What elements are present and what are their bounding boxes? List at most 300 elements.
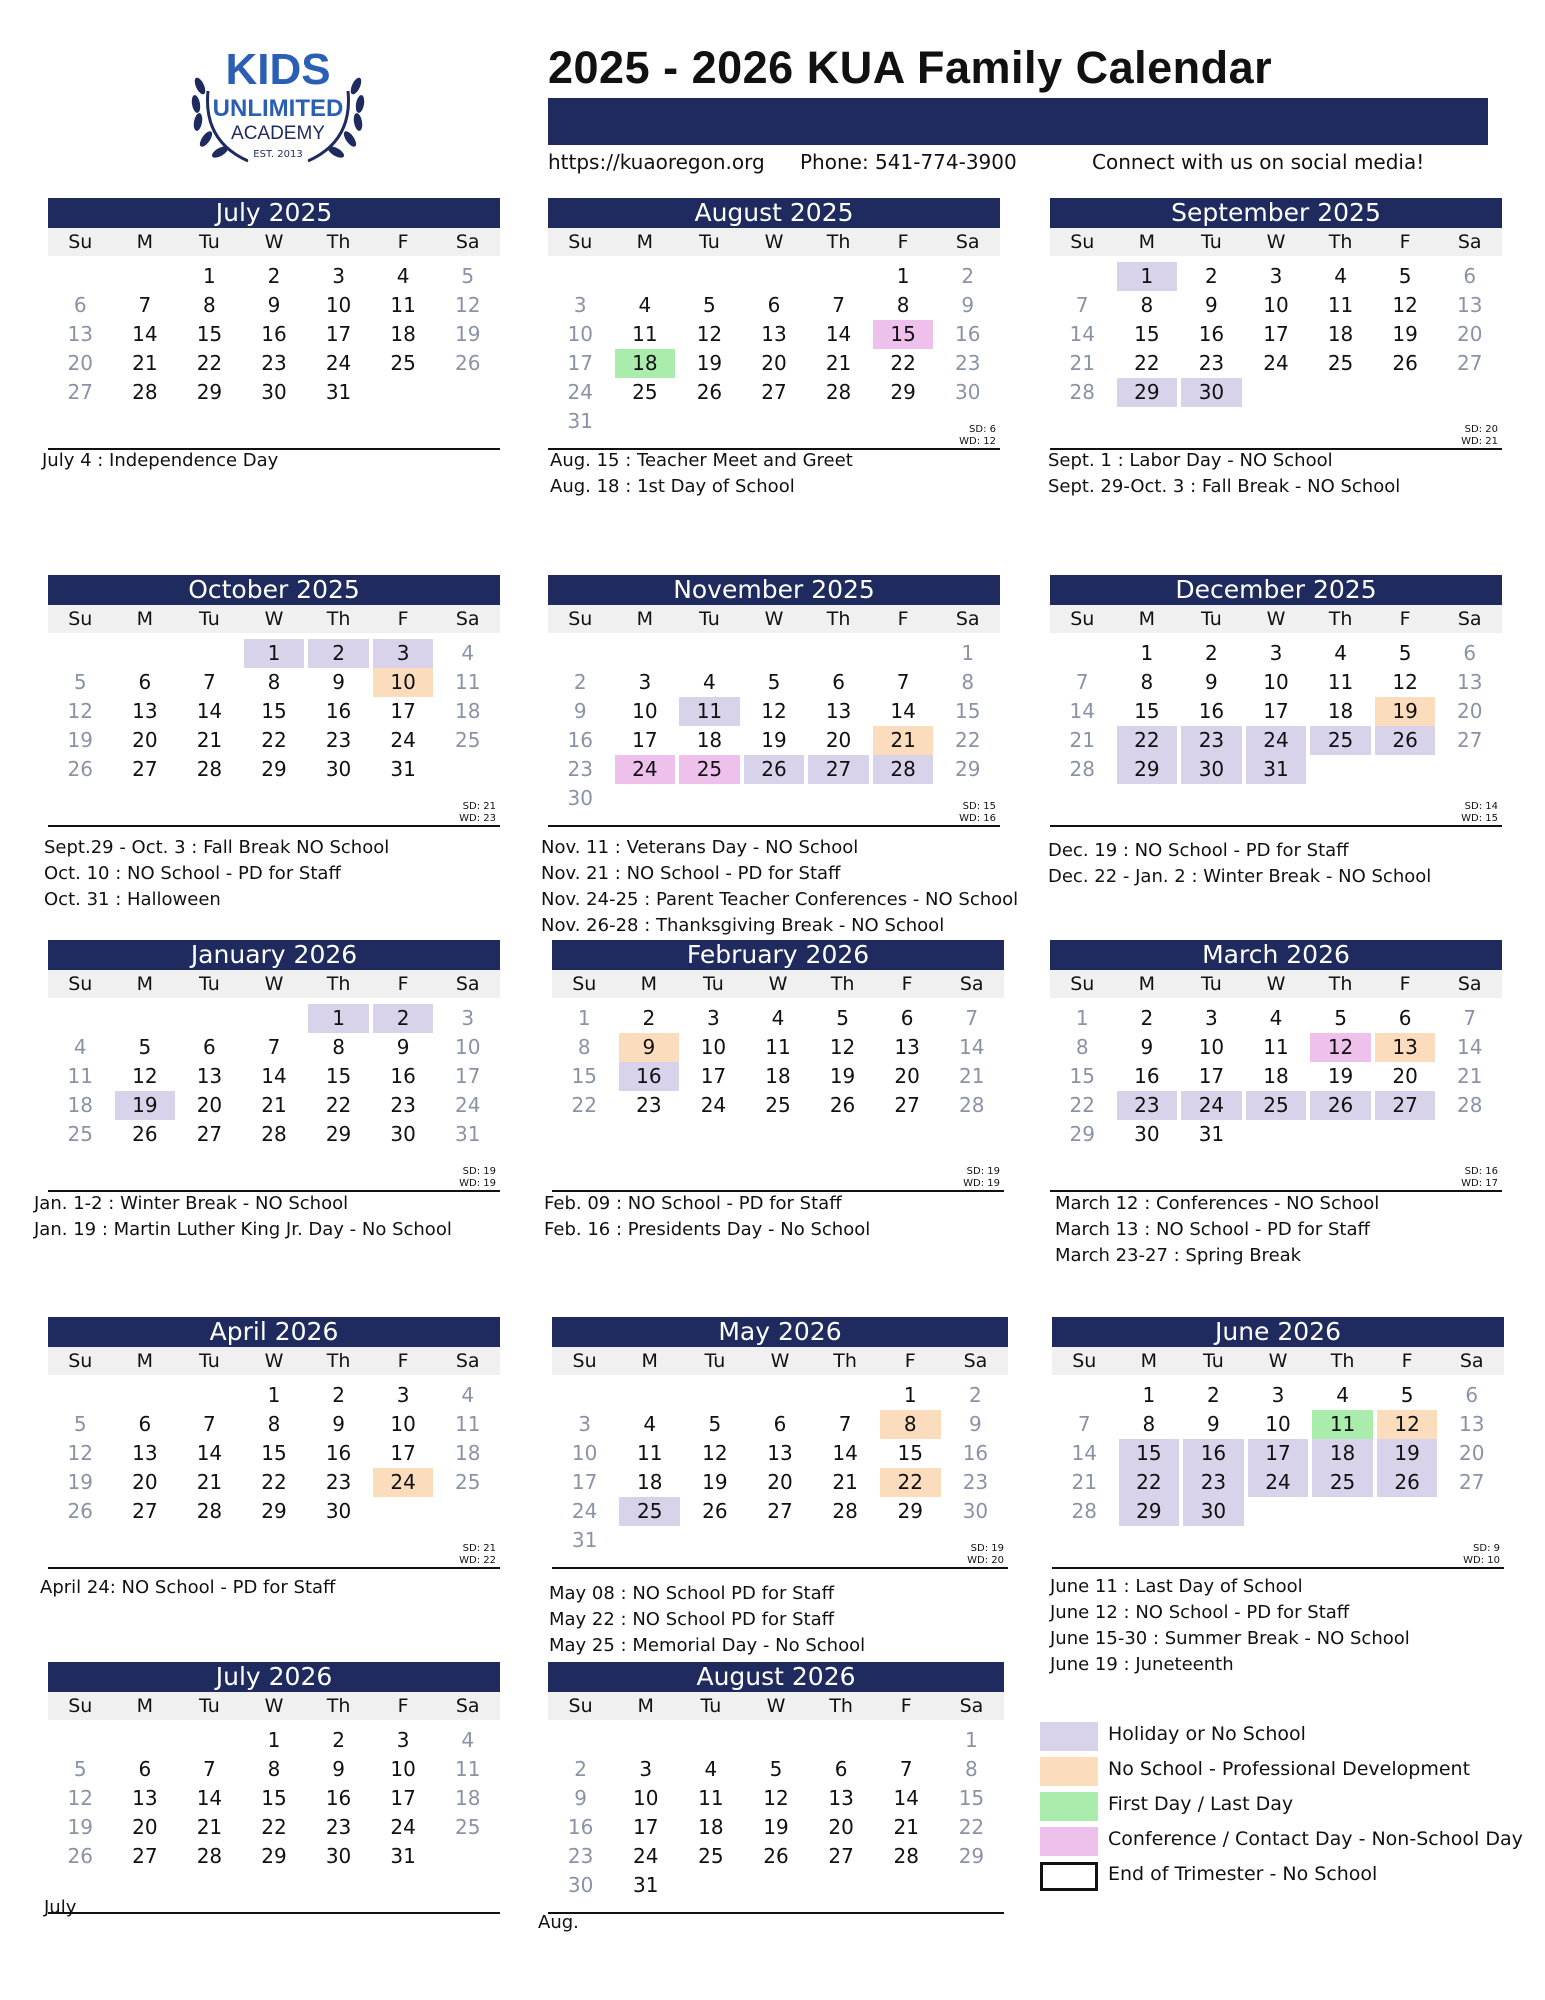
calendar-day: 9 [396, 1035, 410, 1059]
calendar-day: 6 [900, 1006, 914, 1030]
calendar-day: 12 [67, 1441, 93, 1465]
empty-cell [113, 1381, 178, 1410]
calendar-day: 18 [454, 699, 481, 723]
calendar-day: 31 [632, 1873, 659, 1897]
calendar-day: 5 [73, 1757, 87, 1781]
calendar-day: 1 [896, 264, 910, 288]
weekday-label: F [1399, 608, 1411, 630]
calendar-day: 19 [67, 1470, 93, 1494]
calendar-day: 17 [567, 351, 593, 375]
calendar-day: 9 [1205, 293, 1218, 317]
weekday-label: W [264, 608, 284, 630]
event-note: May 22 : NO School PD for Staff [549, 1609, 835, 1630]
weekday-label: M [136, 1350, 154, 1372]
day-counts [959, 424, 996, 448]
empty-cell [552, 1381, 617, 1410]
calendar-day: 18 [615, 349, 676, 378]
day-grid [48, 639, 500, 784]
month-body [548, 262, 1000, 448]
month-divider [552, 1567, 1008, 1569]
calendar-day: 7 [1463, 1006, 1477, 1030]
weekday-label: Sa [455, 608, 480, 630]
work-days-count: WD: 19 [963, 1178, 1000, 1189]
calendar-day: 24 [1181, 1091, 1242, 1120]
calendar-day: 22 [261, 728, 287, 752]
calendar-day: 8 [267, 1757, 281, 1781]
weekday-label: Su [68, 608, 93, 630]
calendar-day: 6 [203, 1035, 216, 1059]
calendar-day: 28 [196, 1499, 223, 1523]
calendar-day: 16 [325, 1786, 352, 1810]
calendar-day: 2 [1205, 264, 1218, 288]
month-title: July 2025 [48, 198, 500, 228]
page-title: 2025 - 2026 KUA Family Calendar [548, 42, 1273, 93]
calendar-day: 12 [1377, 1410, 1438, 1439]
weekday-label: F [901, 973, 913, 995]
calendar-day: 14 [1071, 1441, 1097, 1465]
empty-cell [548, 262, 613, 291]
calendar-day: 23 [1117, 1091, 1178, 1120]
calendar-day: 16 [1183, 1439, 1244, 1468]
weekday-label: Sa [959, 1695, 984, 1717]
event-note: Jan. 1-2 : Winter Break - NO School [34, 1193, 349, 1214]
calendar-day: 2 [961, 264, 975, 288]
event-note: March 13 : NO School - PD for Staff [1055, 1219, 1370, 1240]
calendar-day: 1 [1140, 641, 1154, 665]
calendar-day: 22 [571, 1093, 597, 1117]
empty-cell [1052, 1381, 1117, 1410]
school-days-count: SD: 19 [966, 1166, 1000, 1177]
calendar-day: 16 [619, 1062, 680, 1091]
calendar-day: 10 [373, 668, 434, 697]
calendar-day: 4 [1334, 264, 1347, 288]
calendar-day: 18 [67, 1093, 93, 1117]
weekday-label: F [1401, 1350, 1413, 1372]
month-notes [550, 448, 853, 500]
month-body [1050, 262, 1502, 448]
weekday-label: F [397, 608, 409, 630]
calendar-day: 4 [461, 1728, 475, 1752]
calendar-day: 21 [261, 1093, 287, 1117]
calendar-day: 10 [700, 1035, 727, 1059]
weekday-label: Th [326, 973, 351, 995]
calendar-day: 4 [461, 1383, 475, 1407]
calendar-day: 27 [1458, 1470, 1485, 1494]
month-title: May 2026 [552, 1317, 1008, 1347]
calendar-day: 31 [390, 757, 416, 781]
event-note: June 11 : Last Day of School [1050, 1576, 1303, 1597]
weekday-label: M [637, 1695, 654, 1717]
month-title: April 2026 [48, 1317, 500, 1347]
weekday-label: Su [1070, 973, 1095, 995]
calendar-day: 10 [632, 699, 658, 723]
weekday-header-row [552, 1347, 1008, 1375]
calendar-day: 8 [1140, 670, 1154, 694]
empty-cell [242, 1004, 307, 1033]
weekday-label: Th [1330, 1350, 1355, 1372]
calendar-day: 19 [115, 1091, 176, 1120]
month-block [48, 1662, 500, 1914]
weekday-label: M [636, 608, 654, 630]
empty-cell [678, 1726, 743, 1755]
work-days-count: WD: 12 [959, 436, 996, 447]
calendar-day: 26 [696, 380, 723, 404]
weekday-label: Th [326, 608, 351, 630]
calendar-day: 6 [834, 1757, 848, 1781]
calendar-day: 24 [700, 1093, 727, 1117]
calendar-day: 8 [332, 1035, 345, 1059]
day-counts [1463, 1543, 1500, 1567]
month-block [48, 940, 500, 1192]
day-grid [552, 1381, 1008, 1555]
work-days-count: WD: 15 [1461, 813, 1498, 824]
empty-cell [677, 262, 742, 291]
calendar-day: 31 [390, 1844, 416, 1868]
title-bar [548, 98, 1488, 145]
weekday-label: Th [326, 1350, 351, 1372]
calendar-day: 28 [958, 1093, 985, 1117]
calendar-day: 2 [1207, 1383, 1220, 1407]
day-counts [959, 801, 996, 825]
month-notes [549, 1581, 865, 1659]
event-note: Aug. 18 : 1st Day of School [550, 476, 795, 497]
day-grid [48, 1726, 500, 1871]
calendar-day: 25 [1246, 1091, 1307, 1120]
school-logo [178, 36, 378, 186]
month-notes [34, 1191, 452, 1243]
weekday-label: Sa [1457, 231, 1482, 253]
calendar-day: 12 [1310, 1033, 1371, 1062]
weekday-label: Th [1328, 973, 1353, 995]
calendar-day: 31 [567, 409, 593, 433]
calendar-day: 26 [67, 1499, 93, 1523]
calendar-day: 9 [619, 1033, 680, 1062]
calendar-day: 24 [571, 1499, 598, 1523]
calendar-day: 28 [893, 1844, 919, 1868]
weekday-header-row [1050, 605, 1502, 633]
calendar-day: 15 [897, 1441, 923, 1465]
calendar-day: 9 [332, 1757, 345, 1781]
event-note: Jan. 19 : Martin Luther King Jr. Day - No School [34, 1219, 452, 1240]
calendar-day: 27 [132, 1499, 158, 1523]
calendar-day: 28 [132, 380, 158, 404]
empty-cell [617, 1381, 682, 1410]
calendar-day: 19 [1375, 697, 1436, 726]
calendar-day: 22 [1134, 351, 1160, 375]
calendar-day: 26 [744, 755, 805, 784]
calendar-day: 27 [132, 757, 158, 781]
school-days-count: SD: 21 [462, 801, 496, 812]
calendar-day: 15 [261, 1786, 287, 1810]
calendar-day: 2 [1140, 1006, 1154, 1030]
day-counts [963, 1166, 1000, 1190]
logo-text-unlimited: UNLIMITED [212, 95, 344, 122]
calendar-day: 26 [702, 1499, 728, 1523]
calendar-day: 2 [969, 1383, 982, 1407]
calendar-day: 26 [1392, 351, 1418, 375]
work-days-count: WD: 19 [459, 1178, 496, 1189]
weekday-label: Su [68, 1350, 93, 1372]
calendar-day: 28 [873, 755, 934, 784]
calendar-day: 9 [574, 1786, 587, 1810]
calendar-day: 24 [325, 351, 352, 375]
weekday-label: Tu [699, 231, 720, 253]
calendar-day: 3 [573, 293, 587, 317]
weekday-label: M [1138, 608, 1156, 630]
calendar-day: 23 [567, 757, 593, 781]
weekday-label: Th [1328, 231, 1353, 253]
weekday-label: Sa [455, 1695, 480, 1717]
calendar-day: 8 [961, 670, 975, 694]
calendar-day: 7 [832, 293, 845, 317]
weekday-label: F [397, 1695, 409, 1717]
calendar-day: 1 [267, 1728, 281, 1752]
event-note: Aug. 15 : Teacher Meet and Greet [550, 450, 853, 471]
calendar-day: 19 [702, 1470, 728, 1494]
calendar-day: 26 [454, 351, 481, 375]
calendar-day: 18 [390, 322, 416, 346]
calendar-day: 18 [696, 728, 723, 752]
empty-cell [871, 639, 936, 668]
calendar-day: 29 [954, 757, 981, 781]
calendar-day: 1 [1142, 1383, 1156, 1407]
calendar-day: 6 [1465, 1383, 1479, 1407]
calendar-day: 3 [461, 1006, 475, 1030]
calendar-day: 11 [454, 1757, 481, 1781]
legend-label: Holiday or No School [1108, 1723, 1306, 1745]
month-divider [548, 1912, 1004, 1914]
month-body [548, 639, 1000, 825]
calendar-day: 20 [1456, 322, 1483, 346]
calendar-day: 22 [261, 1470, 287, 1494]
logo-text-est: EST. 2013 [253, 149, 303, 160]
day-counts [459, 1166, 496, 1190]
calendar-day: 18 [454, 1786, 481, 1810]
calendar-day: 30 [1134, 1122, 1160, 1146]
calendar-day: 16 [1198, 322, 1225, 346]
weekday-label: Th [833, 1350, 857, 1372]
calendar-day: 10 [632, 1786, 659, 1810]
calendar-day: 24 [567, 380, 593, 404]
calendar-day: 16 [325, 1441, 352, 1465]
calendar-day: 20 [67, 351, 93, 375]
weekday-label: W [764, 231, 784, 253]
calendar-day: 25 [1327, 351, 1354, 375]
calendar-day: 17 [390, 1441, 416, 1465]
weekday-label: M [1138, 231, 1156, 253]
school-days-count: SD: 20 [1464, 424, 1498, 435]
calendar-day: 6 [138, 670, 152, 694]
calendar-day: 25 [619, 1497, 680, 1526]
month-body [548, 1726, 1004, 1912]
calendar-day: 1 [961, 641, 975, 665]
weekday-label: F [1399, 231, 1411, 253]
month-title: December 2025 [1050, 575, 1502, 605]
calendar-day: 30 [1181, 378, 1242, 407]
weekday-label: Su [568, 231, 593, 253]
weekday-label: Tu [199, 1695, 220, 1717]
weekday-label: Th [826, 608, 851, 630]
calendar-day: 29 [261, 757, 287, 781]
calendar-day: 17 [1263, 322, 1289, 346]
weekday-label: M [640, 973, 658, 995]
calendar-day: 27 [67, 380, 93, 404]
weekday-label: Sa [455, 1350, 480, 1372]
calendar-day: 16 [567, 1815, 594, 1839]
calendar-day: 26 [1310, 1091, 1371, 1120]
calendar-day: 10 [1265, 1412, 1291, 1436]
day-grid [548, 262, 1000, 436]
event-note: Nov. 26-28 : Thanksgiving Break - NO School [541, 915, 945, 936]
weekday-label: F [397, 1350, 409, 1372]
calendar-day: 9 [332, 1412, 345, 1436]
weekday-label: M [641, 1350, 658, 1372]
calendar-day: 22 [1069, 1093, 1095, 1117]
month-block [552, 940, 1004, 1192]
event-note: Sept.29 - Oct. 3 : Fall Break NO School [44, 837, 390, 858]
calendar-day: 4 [704, 1757, 718, 1781]
calendar-day: 5 [769, 1757, 783, 1781]
website-link[interactable]: https://kuaoregon.org [548, 150, 765, 174]
weekday-label: W [770, 1350, 790, 1372]
calendar-day: 25 [765, 1093, 791, 1117]
calendar-day: 9 [969, 1412, 982, 1436]
calendar-day: 19 [761, 728, 787, 752]
calendar-day: 24 [373, 1468, 434, 1497]
weekday-header-row [48, 970, 500, 998]
calendar-day: 1 [577, 1006, 591, 1030]
calendar-day: 10 [1198, 1035, 1225, 1059]
calendar-day: 23 [325, 1470, 352, 1494]
calendar-day: 6 [138, 1757, 152, 1781]
weekday-label: W [1266, 973, 1286, 995]
logo-text-kids: KIDS [225, 45, 331, 94]
calendar-day: 11 [698, 1786, 724, 1810]
calendar-day: 27 [1456, 351, 1483, 375]
calendar-day: 2 [574, 1757, 587, 1781]
empty-cell [806, 262, 871, 291]
month-body [1050, 1004, 1502, 1190]
calendar-day: 30 [261, 380, 287, 404]
calendar-day: 21 [832, 1470, 858, 1494]
weekday-label: W [264, 1350, 284, 1372]
weekday-label: Th [830, 973, 855, 995]
calendar-day: 21 [196, 1815, 223, 1839]
empty-cell [48, 1726, 113, 1755]
event-note: Feb. 09 : NO School - PD for Staff [544, 1193, 842, 1214]
calendar-day: 17 [700, 1064, 727, 1088]
weekday-label: F [1399, 973, 1411, 995]
calendar-day: 23 [261, 351, 287, 375]
calendar-day: 23 [325, 1815, 352, 1839]
calendar-day: 2 [267, 264, 281, 288]
calendar-day: 12 [702, 1441, 728, 1465]
calendar-day: 22 [261, 1815, 287, 1839]
event-note: March 12 : Conferences - NO School [1055, 1193, 1380, 1214]
calendar-day: 30 [567, 1873, 594, 1897]
calendar-day: 4 [638, 293, 652, 317]
calendar-day: 16 [261, 322, 287, 346]
weekday-label: Sa [1457, 608, 1482, 630]
weekday-label: W [768, 973, 788, 995]
calendar-day: 3 [638, 670, 652, 694]
empty-cell [1050, 262, 1115, 291]
calendar-day: 7 [203, 1412, 216, 1436]
calendar-day: 6 [1463, 641, 1477, 665]
day-grid [1050, 262, 1502, 407]
calendar-day: 25 [698, 1844, 724, 1868]
calendar-day: 10 [325, 293, 352, 317]
month-notes [538, 1910, 579, 1936]
calendar-day: 18 [1263, 1064, 1289, 1088]
calendar-day: 29 [325, 1122, 352, 1146]
calendar-day: 3 [373, 639, 434, 668]
calendar-day: 13 [767, 1441, 793, 1465]
weekday-label: Sa [955, 608, 980, 630]
calendar-day: 5 [1398, 264, 1412, 288]
calendar-day: 10 [567, 322, 593, 346]
calendar-day: 11 [390, 293, 416, 317]
month-block [548, 1662, 1004, 1914]
calendar-day: 29 [890, 380, 916, 404]
calendar-day: 24 [390, 1815, 416, 1839]
month-block [1052, 1317, 1504, 1569]
day-counts [459, 1543, 496, 1567]
event-note: May 25 : Memorial Day - No School [549, 1635, 866, 1656]
calendar-day: 25 [454, 728, 481, 752]
calendar-day: 7 [1075, 293, 1089, 317]
calendar-day: 12 [454, 293, 481, 317]
calendar-day: 21 [1456, 1064, 1483, 1088]
weekday-label: Su [1072, 1350, 1097, 1372]
empty-cell [177, 639, 242, 668]
work-days-count: WD: 17 [1461, 1178, 1498, 1189]
weekday-header-row [1052, 1347, 1504, 1375]
weekday-label: Th [326, 231, 351, 253]
calendar-day: 10 [390, 1757, 416, 1781]
weekday-label: Tu [700, 1695, 722, 1717]
calendar-day: 2 [332, 1383, 345, 1407]
calendar-day: 20 [196, 1093, 223, 1117]
weekday-label: Tu [1201, 973, 1222, 995]
event-note: Oct. 31 : Halloween [44, 889, 221, 910]
calendar-day: 11 [636, 1441, 663, 1465]
calendar-day: 27 [196, 1122, 223, 1146]
calendar-day: 22 [880, 1468, 941, 1497]
calendar-day: 19 [829, 1064, 856, 1088]
empty-cell [809, 1726, 874, 1755]
calendar-day: 21 [1069, 351, 1095, 375]
calendar-day: 15 [571, 1064, 597, 1088]
calendar-day: 22 [890, 351, 916, 375]
calendar-day: 31 [325, 380, 352, 404]
event-note: Dec. 19 : NO School - PD for Staff [1048, 840, 1349, 861]
month-body [1052, 1381, 1504, 1567]
legend-swatch [1040, 1792, 1098, 1821]
calendar-day: 21 [132, 351, 158, 375]
calendar-day: 17 [1263, 699, 1289, 723]
empty-cell [747, 1381, 812, 1410]
calendar-day: 16 [325, 699, 352, 723]
calendar-day: 8 [880, 1410, 941, 1439]
day-grid [1052, 1381, 1504, 1526]
calendar-day: 21 [1071, 1470, 1097, 1494]
calendar-day: 30 [325, 1844, 352, 1868]
event-note: Sept. 1 : Labor Day - NO School [1048, 450, 1333, 471]
month-title: January 2026 [48, 940, 500, 970]
calendar-day: 31 [1198, 1122, 1225, 1146]
calendar-day: 19 [696, 351, 723, 375]
